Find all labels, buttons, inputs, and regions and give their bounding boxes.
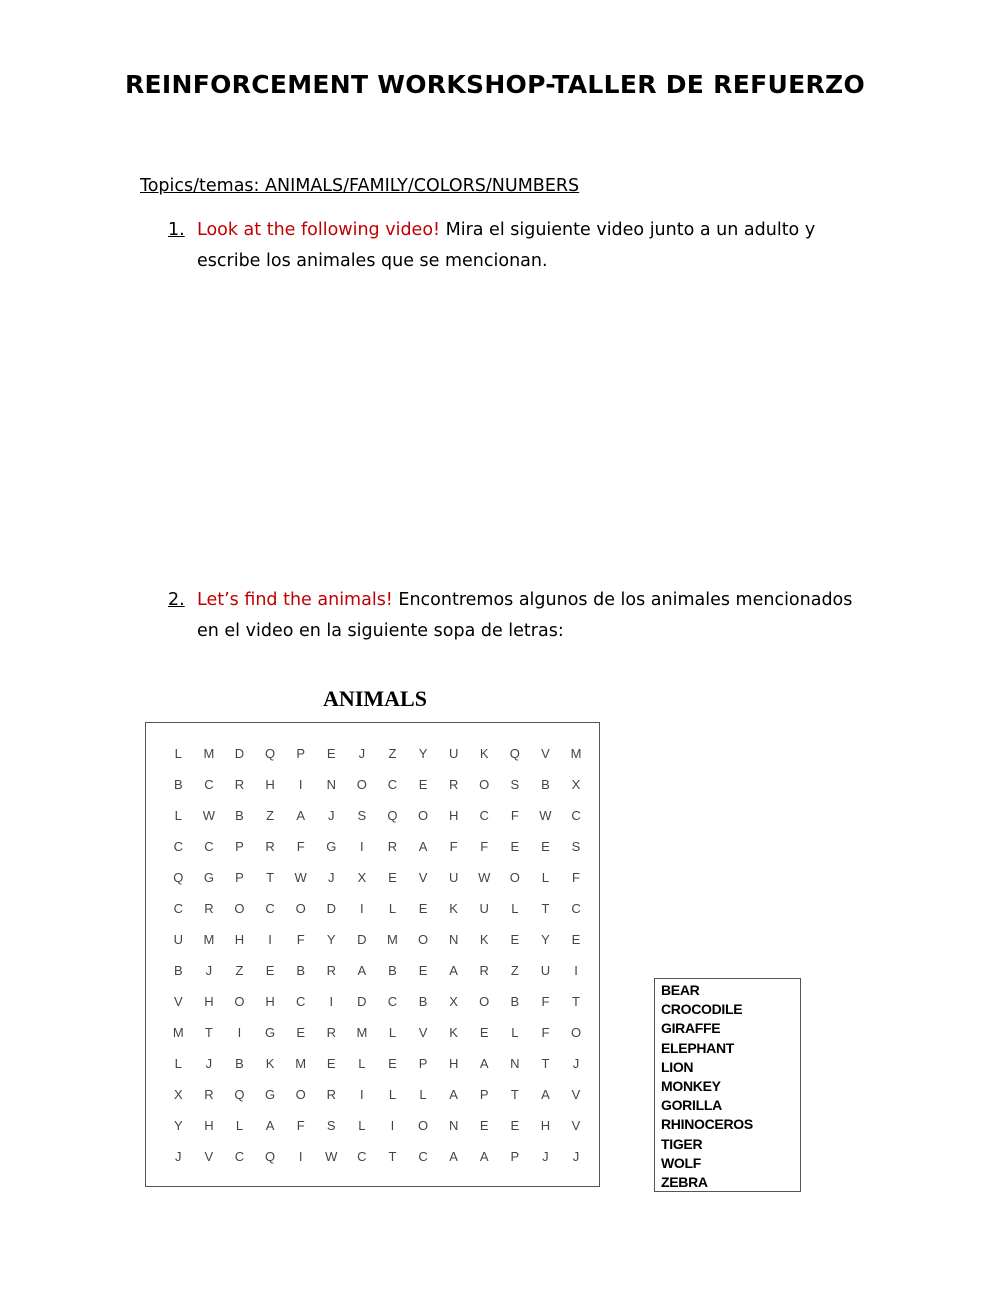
grid-letter: V — [571, 1118, 581, 1133]
grid-letter: J — [572, 1056, 580, 1071]
grid-letter: C — [234, 1149, 245, 1164]
grid-letter: S — [571, 839, 581, 854]
grid-letter: U — [173, 932, 183, 947]
grid-letter: C — [295, 994, 306, 1009]
grid-letter: H — [540, 1118, 551, 1133]
grid-letter: C — [204, 839, 214, 854]
instruction-text — [197, 585, 868, 647]
grid-letter: X — [357, 870, 367, 885]
grid-letter: P — [479, 1087, 489, 1102]
grid-letter: K — [479, 746, 489, 761]
grid-letter: R — [234, 777, 245, 792]
grid-row — [163, 831, 591, 862]
grid-letter: C — [571, 808, 581, 823]
grid-letter: B — [541, 777, 550, 792]
grid-letter: O — [234, 994, 245, 1009]
grid-letter: T — [204, 1025, 213, 1040]
grid-letter: H — [234, 932, 245, 947]
grid-letter: C — [204, 777, 214, 792]
grid-row — [163, 862, 591, 893]
grid-letter: Q — [387, 808, 398, 823]
grid-letter: E — [388, 870, 397, 885]
word-list-item: ELEPHANT — [661, 1039, 735, 1056]
grid-letter: G — [203, 870, 214, 885]
grid-letter: B — [388, 963, 397, 978]
grid-letter: O — [295, 1087, 306, 1102]
grid-letter: A — [449, 1087, 458, 1102]
grid-letter: I — [237, 1025, 242, 1040]
grid-letter: O — [295, 901, 306, 916]
instruction-number: 1. — [168, 220, 185, 240]
grid-row — [163, 1017, 591, 1048]
grid-letter: S — [326, 1118, 336, 1133]
grid-letter: I — [390, 1118, 395, 1133]
grid-letter: C — [265, 901, 275, 916]
grid-letter: T — [266, 870, 275, 885]
grid-letter: Y — [326, 932, 336, 947]
grid-letter: T — [510, 1087, 519, 1102]
grid-letter: X — [449, 994, 458, 1009]
grid-letter: L — [388, 1025, 397, 1040]
grid-letter: C — [173, 901, 183, 916]
grid-letter: A — [449, 963, 458, 978]
grid-letter: L — [419, 1087, 427, 1102]
grid-letter: M — [203, 932, 215, 947]
grid-letter: N — [448, 1118, 459, 1133]
grid-letter: B — [235, 1056, 244, 1071]
grid-letter: N — [510, 1056, 520, 1071]
grid-letter: E — [510, 1118, 520, 1133]
word-list-item: WOLF — [661, 1154, 702, 1171]
word-list-item: GORILLA — [661, 1097, 722, 1114]
grid-letter: T — [572, 994, 580, 1009]
grid-letter: G — [265, 1025, 276, 1040]
grid-row — [163, 955, 591, 986]
grid-letter: I — [298, 777, 303, 792]
grid-letter: X — [173, 1087, 183, 1102]
grid-letter: E — [326, 746, 336, 761]
grid-row — [163, 986, 591, 1017]
word-list-item: CROCODILE — [661, 1001, 743, 1018]
grid-letter: J — [205, 963, 213, 978]
grid-letter: M — [387, 932, 398, 947]
grid-letter: A — [296, 808, 305, 823]
grid-letter: P — [418, 1056, 428, 1071]
grid-letter: I — [360, 1087, 364, 1102]
grid-letter: E — [418, 901, 428, 916]
grid-letter: L — [174, 1056, 182, 1071]
grid-letter: V — [173, 994, 183, 1009]
grid-letter: L — [174, 808, 182, 823]
grid-letter: N — [326, 777, 336, 792]
grid-row — [163, 800, 591, 831]
grid-letter: H — [204, 994, 214, 1009]
grid-letter: C — [387, 777, 398, 792]
grid-letter: J — [328, 808, 335, 823]
grid-letter: I — [574, 963, 578, 978]
grid-letter: E — [479, 1025, 489, 1040]
grid-letter: O — [570, 1025, 582, 1040]
grid-letter: O — [234, 901, 245, 916]
grid-letter: F — [480, 839, 489, 854]
word-list-item: MONKEY — [661, 1078, 721, 1095]
grid-letter: Y — [173, 1118, 183, 1133]
grid-letter: F — [541, 1025, 550, 1040]
grid-letter: R — [204, 901, 214, 916]
grid-letter: L — [511, 901, 519, 916]
grid-letter: Y — [541, 932, 550, 947]
grid-letter: T — [541, 901, 550, 916]
grid-letter: C — [571, 901, 581, 916]
grid-letter: K — [449, 1025, 458, 1040]
grid-letter: Y — [418, 746, 428, 761]
page-title: REINFORCEMENT WORKSHOP-TALLER DE REFUERZO — [124, 70, 865, 99]
grid-letter: V — [571, 1087, 581, 1102]
grid-letter: Z — [235, 963, 244, 978]
grid-letter: H — [448, 808, 459, 823]
grid-letter: R — [204, 1087, 214, 1102]
grid-letter: L — [235, 1118, 244, 1133]
grid-letter: L — [388, 1087, 397, 1102]
grid-letter: U — [448, 870, 459, 885]
grid-letter: O — [417, 1118, 429, 1133]
grid-letter: F — [296, 839, 305, 854]
grid-letter: Z — [388, 746, 397, 761]
grid-letter: A — [541, 1087, 550, 1102]
grid-letter: O — [417, 932, 429, 947]
grid-letter: A — [265, 1118, 275, 1133]
grid-letter: Q — [234, 1087, 245, 1102]
grid-letter: W — [325, 1149, 338, 1164]
grid-letter: W — [202, 808, 216, 823]
grid-letter: R — [448, 777, 459, 792]
grid-row — [163, 769, 591, 800]
topics-line: Topics/temas: ANIMALS/FAMILY/COLORS/NUMBERS — [140, 176, 580, 196]
grid-letter: R — [479, 963, 489, 978]
grid-letter: E — [418, 777, 428, 792]
grid-letter: I — [298, 1149, 303, 1164]
grid-letter: Q — [173, 870, 184, 885]
grid-letter: P — [510, 1149, 520, 1164]
grid-letter: O — [479, 777, 490, 792]
grid-letter: L — [388, 901, 397, 916]
grid-letter: K — [449, 901, 458, 916]
instruction-highlight: Look at the following video! — [197, 220, 441, 240]
grid-letter: W — [539, 808, 552, 823]
grid-letter: E — [265, 963, 275, 978]
instruction-highlight: Let’s find the animals! — [197, 590, 393, 610]
grid-letter: B — [173, 963, 183, 978]
grid-row — [163, 1110, 591, 1141]
grid-letter: F — [296, 932, 305, 947]
instruction-body: Encontremos algunos de los animales mencionados en el video en la siguiente sopa de letras: — [197, 590, 853, 641]
word-list-item: ZEBRA — [661, 1174, 708, 1191]
grid-letter: E — [479, 1118, 489, 1133]
grid-letter: H — [265, 777, 275, 792]
grid-letter: E — [388, 1056, 397, 1071]
word-list — [654, 978, 801, 1192]
grid-letter: J — [358, 746, 366, 761]
grid-letter: B — [510, 994, 520, 1009]
grid-letter: V — [541, 746, 550, 761]
grid-letter: J — [175, 1149, 182, 1164]
grid-letter: O — [509, 870, 520, 885]
grid-letter: R — [265, 839, 275, 854]
grid-letter: X — [571, 777, 581, 792]
grid-letter: C — [387, 994, 398, 1009]
grid-row — [163, 893, 591, 924]
grid-row — [163, 1141, 591, 1172]
grid-letter: R — [326, 963, 336, 978]
grid-letter: V — [204, 1149, 214, 1164]
grid-letter: A — [479, 1056, 489, 1071]
grid-letter: E — [510, 839, 520, 854]
grid-letter: L — [358, 1118, 366, 1133]
grid-letter: M — [295, 1056, 307, 1071]
grid-letter: Q — [265, 1149, 276, 1164]
grid-row — [163, 1048, 591, 1079]
grid-letter: B — [235, 808, 244, 823]
grid-letter: F — [541, 994, 550, 1009]
grid-letter: A — [479, 1149, 489, 1164]
grid-letter: L — [358, 1056, 366, 1071]
grid-letter: A — [357, 963, 367, 978]
instruction-2 — [168, 585, 868, 647]
grid-row — [163, 924, 591, 955]
grid-letter: F — [510, 808, 519, 823]
grid-letter: E — [326, 1056, 336, 1071]
instruction-body: Mira el siguiente video junto a un adulto y escribe los animales que se mencionan. — [197, 220, 816, 271]
wordsearch-grid-box — [145, 722, 600, 1187]
grid-letter: G — [326, 839, 337, 854]
grid-letter: M — [356, 1025, 368, 1040]
grid-letter: S — [510, 777, 520, 792]
grid-letter: S — [357, 808, 367, 823]
grid-letter: U — [448, 746, 459, 761]
word-list-item: TIGER — [661, 1135, 703, 1152]
grid-letter: D — [357, 932, 367, 947]
grid-letter: K — [265, 1056, 275, 1071]
grid-letter: O — [417, 808, 429, 823]
grid-letter: A — [418, 839, 428, 854]
grid-letter: H — [265, 994, 275, 1009]
grid-letter: I — [360, 901, 364, 916]
wordsearch-title: ANIMALS — [323, 686, 427, 711]
grid-letter: M — [570, 746, 582, 761]
grid-letter: Z — [266, 808, 275, 823]
grid-letter: E — [296, 1025, 305, 1040]
word-list-item: BEAR — [661, 982, 700, 998]
grid-letter: L — [174, 746, 182, 761]
grid-letter: C — [479, 808, 489, 823]
grid-letter: F — [296, 1118, 305, 1133]
grid-letter: T — [541, 1056, 550, 1071]
grid-letter: O — [479, 994, 490, 1009]
grid-letter: Q — [509, 746, 520, 761]
grid-letter: T — [388, 1149, 397, 1164]
word-list-item: GIRAFFE — [661, 1020, 721, 1037]
word-list-item: RHINOCEROS — [661, 1116, 753, 1133]
grid-letter: W — [294, 870, 307, 885]
grid-letter: E — [541, 839, 550, 854]
grid-letter: C — [357, 1149, 367, 1164]
grid-row — [163, 738, 591, 769]
grid-letter: I — [268, 932, 272, 947]
grid-letter: G — [265, 1087, 276, 1102]
grid-letter: L — [541, 870, 550, 885]
grid-letter: U — [479, 901, 489, 916]
grid-letter: N — [448, 932, 459, 947]
grid-letter: V — [418, 1025, 428, 1040]
grid-letter: J — [572, 1149, 580, 1164]
grid-letter: M — [172, 1025, 184, 1040]
grid-letter: P — [296, 746, 305, 761]
grid-letter: E — [510, 932, 520, 947]
grid-letter: H — [448, 1056, 459, 1071]
instruction-1 — [168, 215, 868, 277]
grid-letter: V — [418, 870, 428, 885]
word-list-item: LION — [661, 1058, 694, 1075]
grid-letter: C — [418, 1149, 428, 1164]
grid-letter: Q — [265, 746, 276, 761]
grid-letter: P — [235, 870, 244, 885]
grid-letter: E — [418, 963, 428, 978]
grid-letter: F — [572, 870, 580, 885]
instruction-text — [197, 215, 868, 277]
wordsearch-grid — [163, 738, 591, 1172]
grid-letter: I — [360, 839, 364, 854]
grid-letter: F — [449, 839, 458, 854]
grid-row — [163, 1079, 591, 1110]
grid-letter: Z — [510, 963, 519, 978]
grid-letter: M — [203, 746, 215, 761]
grid-letter: R — [326, 1087, 336, 1102]
grid-letter: B — [173, 777, 183, 792]
grid-letter: C — [173, 839, 183, 854]
grid-letter: O — [356, 777, 367, 792]
grid-letter: R — [387, 839, 398, 854]
grid-letter: I — [329, 994, 334, 1009]
grid-letter: D — [234, 746, 245, 761]
grid-letter: E — [571, 932, 581, 947]
grid-letter: U — [540, 963, 551, 978]
grid-letter: R — [326, 1025, 336, 1040]
grid-letter: J — [542, 1149, 549, 1164]
instruction-number: 2. — [168, 590, 185, 610]
grid-letter: D — [326, 901, 336, 916]
grid-letter: P — [235, 839, 244, 854]
grid-letter: D — [357, 994, 367, 1009]
grid-letter: B — [418, 994, 428, 1009]
grid-letter: L — [511, 1025, 519, 1040]
grid-letter: J — [328, 870, 335, 885]
grid-letter: H — [204, 1118, 214, 1133]
grid-letter: B — [296, 963, 305, 978]
grid-letter: K — [479, 932, 489, 947]
grid-letter: J — [205, 1056, 213, 1071]
grid-letter: W — [478, 870, 491, 885]
grid-letter: A — [449, 1149, 458, 1164]
